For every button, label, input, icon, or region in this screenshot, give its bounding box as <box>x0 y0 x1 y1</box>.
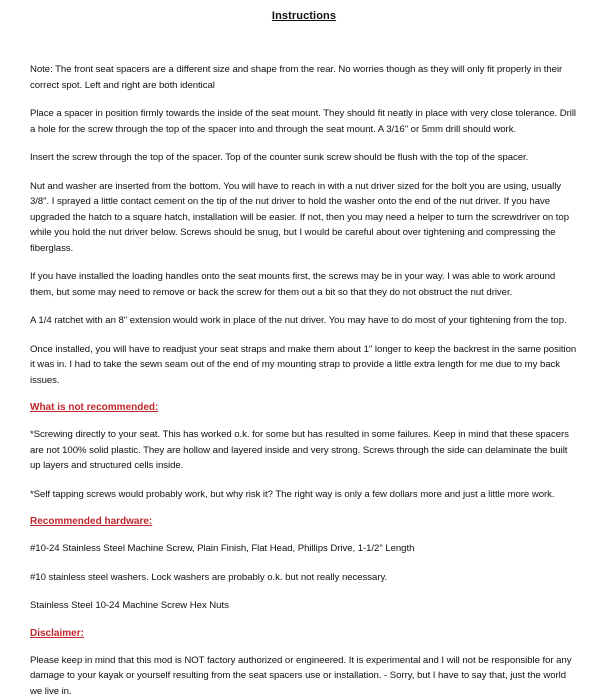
hardware-item: Stainless Steel 10-24 Machine Screw Hex Nuts <box>30 600 229 611</box>
place-spacer-paragraph: Place a spacer in position firmly towards the inside of the seat mount. They should fit neatly in place with very close tolerance. Drill a hole for the screw through the top of the spacer into and through the seat mount. A 3/16" or 5mm drill should work. <box>30 108 576 135</box>
loading-handles-paragraph: If you have installed the loading handles onto the seat mounts first, the screws may be in your way. I was able to work around them, but some may need to remove or back the screw for them out a bit so that they do not obstruct the nut driver. <box>30 271 556 298</box>
recommended-hardware-heading: Recommended hardware: <box>30 516 153 527</box>
insert-screw-paragraph: Insert the screw through the top of the spacer. Top of the counter sunk screw should be flush with the top of the spacer. <box>30 152 529 163</box>
seat-straps-paragraph: Once installed, you will have to readjust your seat straps and make them about 1" longer to keep the backrest in the same position it was in. I had to take the sewn seam out of the end of my mounting strap to provide a little extra length for me due to my back issues. <box>30 343 577 386</box>
hardware-item: #10-24 Stainless Steel Machine Screw, Plain Finish, Flat Head, Phillips Drive, 1-1/2" Length <box>30 543 415 554</box>
not-recommended-item: *Self tapping screws would probably work, but why risk it? The right way is only a few dollars more and just a little more work. <box>30 488 555 500</box>
not-recommended-item: *Screwing directly to your seat. This has worked o.k. for some but has resulted in some failures. Keep in mind that these spacers are not 100% solid plastic. They are hollow and layered inside and very strong. Screws through the side can delaminate the built up layers and structured cells inside. <box>30 429 569 471</box>
not-recommended-heading: What is not recommended: <box>30 402 159 413</box>
nut-washer-paragraph: Nut and washer are inserted from the bottom. You will have to reach in with a nut driver sized for the bolt you are using, usually 3/8". I sprayed a little contact cement on the tip of the nut driver to hold the washer onto the end of the nut driver. If you have upgraded the hatch to a square hatch, installation will be easier. If not, then you may need a helper to turn the screwdriver on top while you hold the nut driver below. Screws should be snug, but I would be careful about over tightening and compressing the fiberglass. <box>30 180 569 254</box>
ratchet-paragraph: A 1/4 ratchet with an 8" extension would work in place of the nut driver. You may have to do most of your tightening from the top. <box>30 315 567 326</box>
disclaimer-text: Please keep in mind that this mod is NOT factory authorized or engineered. It is experimental and I will not be responsible for any damage to your kayak or yourself resulting from the seat spacers use or installation. - Sorry, but I have to say that, just the world we live in. <box>30 654 572 697</box>
note-paragraph: Note: The front seat spacers are a different size and shape from the rear. No worries though as they will only fit properly in their correct spot. Left and right are both identical <box>30 64 563 91</box>
page-title: Instructions <box>271 10 337 22</box>
hardware-item: #10 stainless steel washers. Lock washers are probably o.k. but not really necessary. <box>30 571 388 583</box>
disclaimer-heading: Disclaimer: <box>30 627 84 639</box>
